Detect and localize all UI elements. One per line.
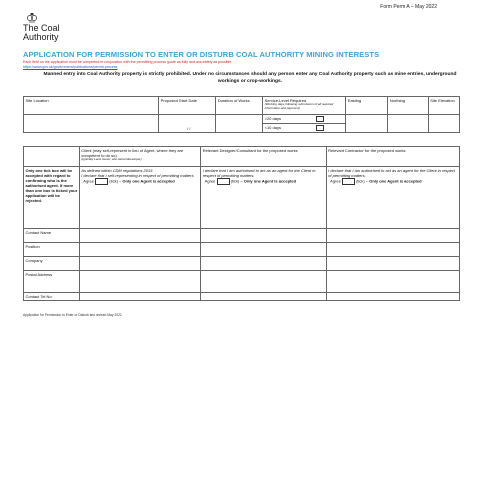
- one-agent-note: Only one Agent is accepted: [369, 178, 422, 184]
- client-subheader: (typically Land owner, site owner/developer): [81, 157, 142, 161]
- designer-declaration-cell: [201, 167, 326, 229]
- contractor-declaration-cell: [326, 167, 459, 229]
- client-contact-name-field[interactable]: [79, 229, 200, 243]
- form-reference: Form Perm A – May 2022: [380, 4, 437, 10]
- designer-postal-address-field[interactable]: [201, 271, 326, 293]
- position-label: Position: [24, 243, 80, 257]
- service-option-20: [263, 115, 346, 124]
- postal-address-label: Postal Address: [24, 271, 80, 293]
- contractor-contact-tel-field[interactable]: [326, 293, 459, 301]
- duration-field[interactable]: [216, 115, 263, 133]
- option-10-label: <10 days: [264, 125, 281, 131]
- option-20-checkbox[interactable]: [316, 116, 324, 122]
- entry-warning: Manned entry into Coal Authority property is strictly prohibited. Under no circumstances should any person enter any Coal Authority property such as mine entries, underground workings or crop-workings.: [43, 72, 457, 84]
- contractor-contact-name-field[interactable]: [326, 229, 459, 243]
- designer-position-field[interactable]: [201, 243, 326, 257]
- company-label: Company: [24, 257, 80, 271]
- client-header-label: Client (may self-represent in lieu of Agent, where they are competent to do so): [81, 148, 184, 158]
- service-level-label: Service-Level Required: [264, 98, 307, 103]
- agent-details-table: [23, 146, 460, 301]
- client-agree-row: [83, 178, 198, 185]
- blank-header-cell: [24, 147, 80, 167]
- designer-declaration: I declare that I am authorised to act as an agent for the Client in respect of permitting matters.: [202, 168, 316, 178]
- tick-instruction: Only one tick box will be accepted with regard to confirming who is the authorised agent. If more than one box is ticked your application will be rejected.: [24, 167, 80, 229]
- tick-label: (tick) –: [109, 178, 122, 184]
- option-10-checkbox[interactable]: [316, 125, 324, 131]
- elevation-field[interactable]: [428, 115, 459, 133]
- designer-company-field[interactable]: [201, 257, 326, 271]
- designer-contact-name-field[interactable]: [201, 229, 326, 243]
- service-option-10: [263, 124, 346, 133]
- tick-label: (tick) –: [356, 178, 369, 184]
- duration-header: Duration of Works: [216, 97, 263, 115]
- org-name-line1: The Coal: [23, 23, 60, 33]
- page-title: APPLICATION FOR PERMISSION TO ENTER OR DISTURB COAL AUTHORITY MINING INTERESTS: [23, 50, 380, 59]
- client-contact-tel-field[interactable]: [79, 293, 200, 301]
- client-position-field[interactable]: [79, 243, 200, 257]
- client-header: [79, 147, 200, 167]
- client-agree-checkbox[interactable]: [95, 178, 108, 185]
- designer-agree-row: [205, 178, 324, 185]
- proposed-start-field[interactable]: / /: [159, 115, 216, 133]
- site-details-table: [23, 96, 460, 133]
- client-declaration-cell: [79, 167, 200, 229]
- contractor-agree-row: [330, 178, 457, 185]
- agree-label: Agree: [83, 178, 94, 184]
- service-level-note: (Working days following submission of all required information and payment): [264, 102, 334, 110]
- option-20-label: >20 days: [264, 116, 281, 122]
- site-location-field[interactable]: [24, 115, 159, 133]
- contractor-header: Relevant Contractor for the proposed works: [326, 147, 459, 167]
- contractor-postal-address-field[interactable]: [326, 271, 459, 293]
- client-postal-address-field[interactable]: [79, 271, 200, 293]
- one-agent-note: Only one Agent is accepted: [243, 178, 297, 184]
- easting-field[interactable]: [346, 115, 388, 133]
- proposed-start-header: Proposed Start Date: [159, 97, 216, 115]
- northing-header: Northing: [388, 97, 428, 115]
- contractor-company-field[interactable]: [326, 257, 459, 271]
- service-level-header: [263, 97, 346, 115]
- coal-authority-logo: [23, 12, 83, 52]
- agree-label: Agree: [330, 178, 341, 184]
- one-agent-note: Only one Agent is accepted: [122, 178, 175, 184]
- client-company-field[interactable]: [79, 257, 200, 271]
- designer-agree-checkbox[interactable]: [217, 178, 230, 185]
- client-declaration-line1: As defined within CDM regulations 2015: [81, 168, 153, 173]
- org-name-line2: Authority: [23, 32, 59, 42]
- designer-contact-tel-field[interactable]: [201, 293, 326, 301]
- northing-field[interactable]: [388, 115, 428, 133]
- guidance-link[interactable]: https://www.gov.uk/government/publications/permit-process: [23, 65, 118, 69]
- client-declaration-line2: I declare that I self-representing in respect of permitting matters: [81, 173, 194, 178]
- easting-header: Easting: [346, 97, 388, 115]
- contact-name-label: Contact Name: [24, 229, 80, 243]
- elevation-header: Site Elevation: [428, 97, 459, 115]
- designer-header: Relevant Designer/Consultant for the proposed works: [201, 147, 326, 167]
- contact-tel-label: Contact Tel No: [24, 293, 80, 301]
- contractor-position-field[interactable]: [326, 243, 459, 257]
- guidance-note: Each field on the application must be completed in conjunction with the permitting process guide as fully and accurately as possible.: [23, 60, 233, 64]
- site-location-header: Site Location: [24, 97, 159, 115]
- agree-label: Agree: [204, 178, 216, 184]
- contractor-declaration: I declare that I am authorised to act as an agent for the Client in respect of permitting matters.: [328, 168, 456, 178]
- contractor-agree-checkbox[interactable]: [342, 178, 355, 185]
- tick-label: (tick) –: [230, 178, 243, 184]
- page-footer: Application for Permission to Enter or Disturb last revised May 2022: [23, 313, 122, 317]
